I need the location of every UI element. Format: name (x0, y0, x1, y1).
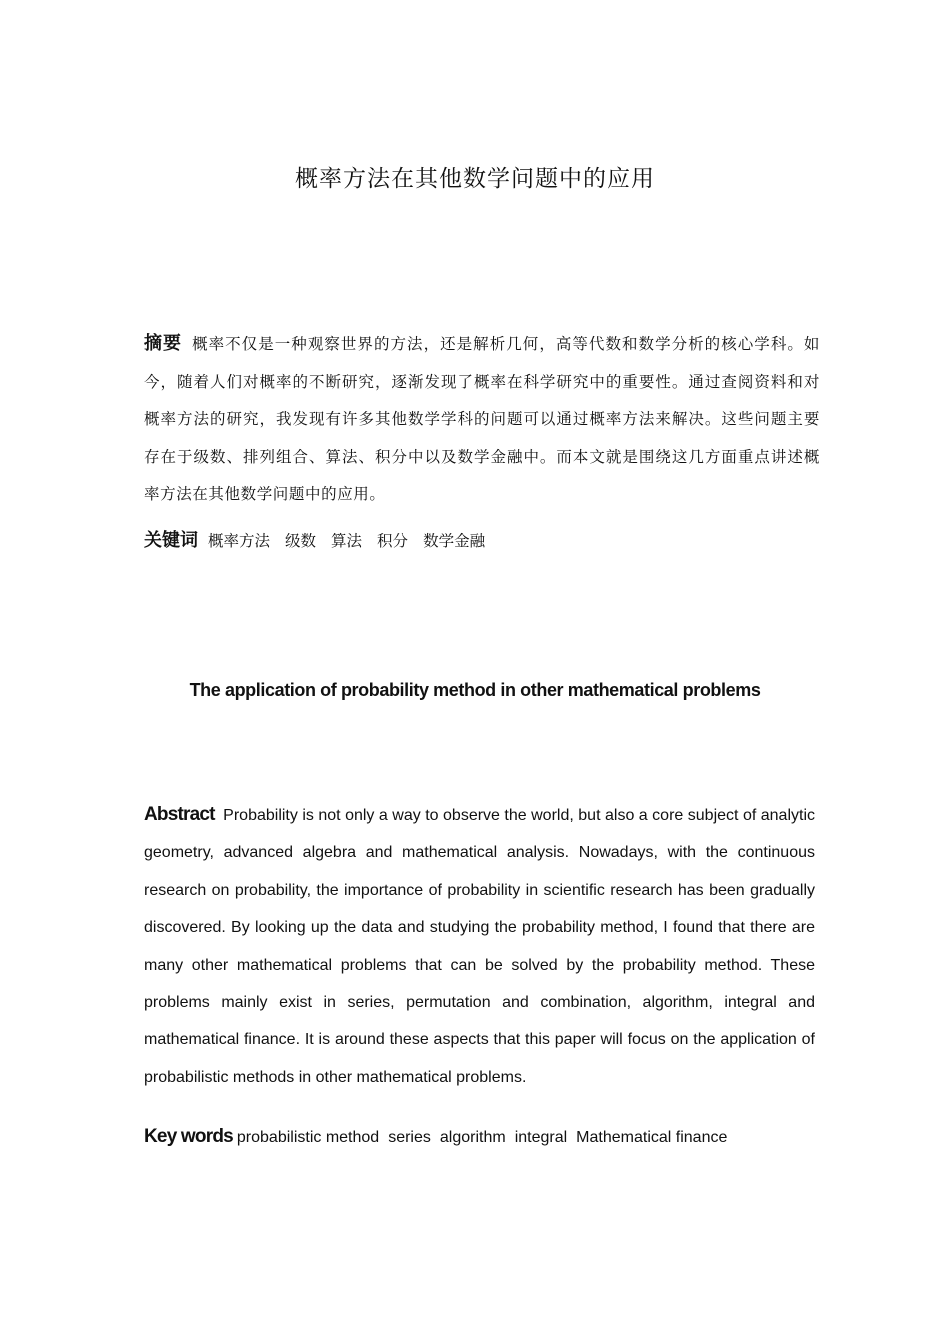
chinese-keyword: 积分 (377, 531, 409, 550)
english-keyword: Mathematical finance (576, 1129, 728, 1147)
chinese-abstract (144, 325, 820, 514)
english-abstract-section (144, 796, 815, 1156)
chinese-keyword: 级数 (285, 531, 317, 550)
english-keywords-label: Key words (144, 1126, 233, 1148)
english-abstract-label: Abstract (144, 804, 215, 825)
english-keyword: probabilistic method (236, 1129, 380, 1147)
chinese-abstract-text: 概率不仅是一种观察世界的方法，还是解析几何，高等代数和数学分析的核心学科。如今，随着人们对概率的不断研究，逐渐发现了概率在科学研究中的重要性。通过查阅资料和对概率方法的研究，我发现有许多其他数学学科的问题可以通过概率方法来解决。这些问题主要存在于级数、排列组合、算法、积分中以及数学金融中。而本文就是围绕这几方面重点讲述概率方法在其他数学问题中的应用。 (144, 335, 820, 503)
english-keyword: algorithm (439, 1129, 506, 1147)
chinese-keywords-label: 关键词 (144, 529, 198, 551)
chinese-title: 概率方法在其他数学问题中的应用 (295, 166, 655, 192)
english-keyword: integral (514, 1129, 568, 1147)
chinese-abstract-label: 摘要 (144, 333, 183, 354)
chinese-keyword: 数学金融 (423, 531, 486, 550)
chinese-keyword: 算法 (331, 531, 363, 550)
chinese-keywords (144, 522, 820, 560)
english-abstract (144, 796, 815, 1096)
english-keywords (144, 1118, 815, 1156)
english-abstract-text: Probability is not only a way to observe the world, but also a core subject of analytic geometry, advanced algebra and mathematical analysis. Nowadays, with the continuous research on probability, the importance of probability in scientific research has been gradually discovered. By looking up the data and studying the probability method, I found that there are many other mathematical problems that can be solved by the probability method. These problems mainly exist in series, permutation and combination, algorithm, integral and mathematical finance. It is around these aspects that this paper will focus on the application of probabilistic methods in other mathematical problems. (144, 807, 816, 1086)
chinese-keyword: 概率方法 (208, 531, 271, 550)
chinese-abstract-section (144, 325, 820, 560)
english-title: The application of probability method in other mathematical problems (189, 680, 761, 700)
english-keyword: series (388, 1129, 431, 1147)
